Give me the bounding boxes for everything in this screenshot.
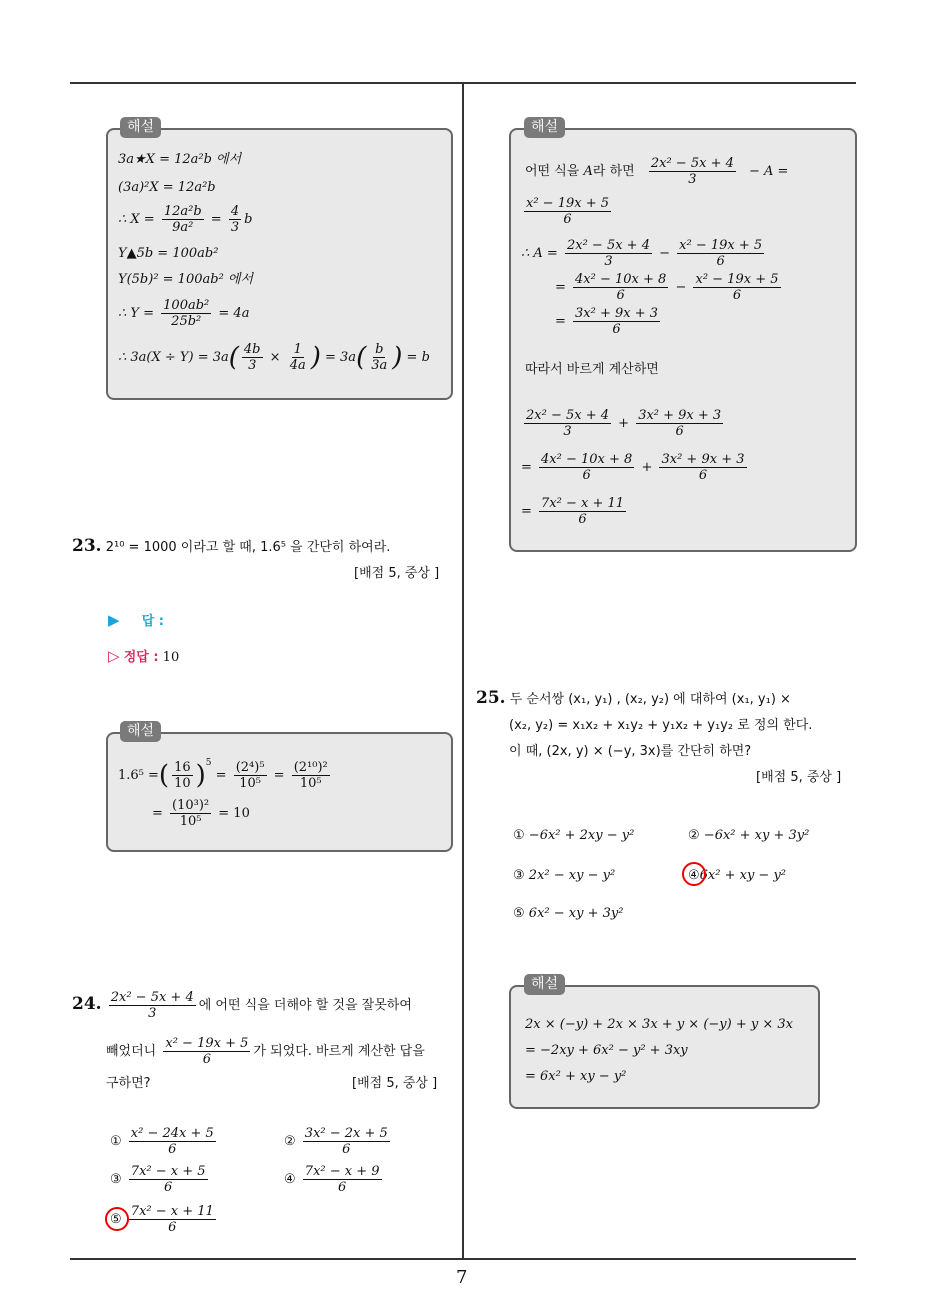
q22-solution-box (106, 128, 453, 400)
q25-sol-line1: 2x × (−y) + 2x × 3x + y × (−y) + y × 3x (525, 1017, 793, 1032)
q23-solution-box (106, 732, 453, 852)
q23-sol-line1: 1.6⁵ =( $\frac{16}{10}$ )$^5$ = $\frac{\text{(2⁴)⁵}}{\text{10⁵}}$ = $\frac{\text{(2¹⁰)²}}{\text{10⁵}}$ (118, 758, 328, 791)
q25-sol-line2: = −2xy + 6x² − y² + 3xy (525, 1043, 688, 1058)
q22-sol-line3: ∴ X = $\frac{\text{12a²b}}{\text{9a²}}$ = $\frac{4}{3}$ b (118, 204, 253, 235)
q24-sol-line7: $\frac{\text{2x² − 5x + 4}}{3}$ + $\frac{\text{3x² + 9x + 3}}{6}$ (526, 408, 722, 439)
correct-label: 정답 : (123, 650, 159, 665)
q24-explain-tag: 해설 (524, 117, 565, 138)
q24-sol-line1: 어떤 식을 A라 하면 $\frac{\text{2x² − 5x + 4}}{3}$ − A = (525, 156, 789, 187)
q22-explain-tag: 해설 (120, 117, 161, 138)
page-number: 7 (456, 1267, 468, 1288)
q24-solution-box (509, 128, 857, 552)
q24-question-line2: 빼었더니 $\frac{\text{x² − 19x + 5}}{6}$ 가 되었다. 바르게 계산한 답을 (106, 1036, 425, 1067)
q22-sol-line4: Y▲5b = 100ab² (118, 246, 219, 261)
q25-option-1[interactable]: ① −6x² + 2xy − y² (513, 828, 635, 843)
answer-label: 답 : (141, 614, 164, 629)
q22-sol-line6: ∴ Y = $\frac{\text{100ab²}}{\text{25b²}}$ = 4a (118, 298, 250, 329)
play-arrow-icon: ▶ (108, 611, 120, 629)
q25-question-line3: 이 때, (2x, y) × (−y, 3x)를 간단히 하면? (509, 744, 752, 759)
q24-sol-line8: = $\frac{\text{4x² − 10x + 8}}{6}$ + $\frac{\text{3x² + 9x + 3}}{6}$ (521, 452, 745, 483)
q23-score: [배점 5, 중상 ] (354, 566, 440, 581)
q25-option-3[interactable]: ③ 2x² − xy − y² (513, 868, 616, 883)
correct-value: 10 (162, 650, 180, 665)
q24-sol-line9: = $\frac{\text{7x² − x + 11}}{6}$ (521, 496, 625, 527)
q24-sol-line4: = $\frac{\text{4x² − 10x + 8}}{6}$ − $\frac{\text{x² − 19x + 5}}{6}$ (555, 272, 779, 303)
q22-sol-line7: ∴ 3a(X ÷ Y) = 3a( $\frac{4b}{3}$ × $\frac{1}{4a}$ ) = 3a( $\frac{b}{3a}$ ) = b (118, 342, 430, 373)
q24-sol-line5: = $\frac{\text{3x² + 9x + 3}}{6}$ (555, 306, 659, 337)
q25-option-5[interactable]: ⑤ 6x² − xy + 3y² (513, 906, 624, 921)
q23-explain-tag: 해설 (120, 721, 161, 742)
q23-answer-row[interactable] (108, 612, 164, 630)
q22-sol-line2: (3a)²X = 12a²b (118, 180, 216, 195)
q25-question-line1: 25. 두 순서쌍 (x₁, y₁) , (x₂, y₂) 에 대하여 (x₁, y₁) × (476, 688, 791, 708)
q24-option-2[interactable]: ② $\frac{\text{3x² − 2x + 5}}{6}$ (284, 1126, 388, 1157)
q24-option-5[interactable]: ⑤ $\frac{\text{7x² − x + 11}}{6}$ (110, 1204, 214, 1235)
q24-score: [배점 5, 중상 ] (352, 1076, 438, 1091)
q25-sol-line3: = 6x² + xy − y² (525, 1069, 627, 1084)
q24-sol-line6: 따라서 바르게 계산하면 (525, 362, 659, 377)
triangle-outline-icon: ▷ (108, 647, 120, 665)
q25-solution-box (509, 985, 820, 1109)
q23-correct-row (108, 648, 179, 666)
q25-question-line2: (x₂, y₂) = x₁x₂ + x₁y₂ + y₁x₂ + y₁y₂ 로 정의 한다. (509, 718, 813, 733)
q24-question-line3: 구하면? (106, 1076, 151, 1091)
answer-circle-mark (105, 1207, 129, 1231)
q23-sol-line2: = $\frac{\text{(10³)²}}{\text{10⁵}}$ = 10 (152, 798, 250, 829)
q24-option-1[interactable]: ① $\frac{\text{x² − 24x + 5}}{6}$ (110, 1126, 214, 1157)
bottom-rule (70, 1258, 856, 1260)
q22-sol-line5: Y(5b)² = 100ab² 에서 (118, 272, 254, 287)
q24-sol-line2: $\frac{\text{x² − 19x + 5}}{6}$ (526, 196, 610, 227)
answer-circle-mark (682, 862, 706, 886)
q22-sol-line1: 3a★X = 12a²b 에서 (118, 152, 242, 167)
q24-option-3[interactable]: ③ $\frac{\text{7x² − x + 5}}{6}$ (110, 1164, 206, 1195)
q25-option-2[interactable]: ② −6x² + xy + 3y² (688, 828, 810, 843)
q24-sol-line3: ∴ A = $\frac{\text{2x² − 5x + 4}}{3}$ − $\frac{\text{x² − 19x + 5}}{6}$ (521, 238, 763, 269)
q25-score: [배점 5, 중상 ] (756, 770, 842, 785)
q24-option-4[interactable]: ④ $\frac{\text{7x² − x + 9}}{6}$ (284, 1164, 380, 1195)
q25-option-4[interactable]: ④6x² + xy − y² (688, 868, 787, 883)
column-divider (462, 82, 464, 1258)
q23-question: 23. 2¹⁰ = 1000 이라고 할 때, 1.6⁵ 을 간단히 하여라. (72, 536, 391, 556)
q24-question-line1: 24. $\frac{\text{2x² − 5x + 4}}{3}$ 에 어떤 식을 더해야 할 것을 잘못하여 (72, 990, 412, 1021)
q25-explain-tag: 해설 (524, 974, 565, 995)
